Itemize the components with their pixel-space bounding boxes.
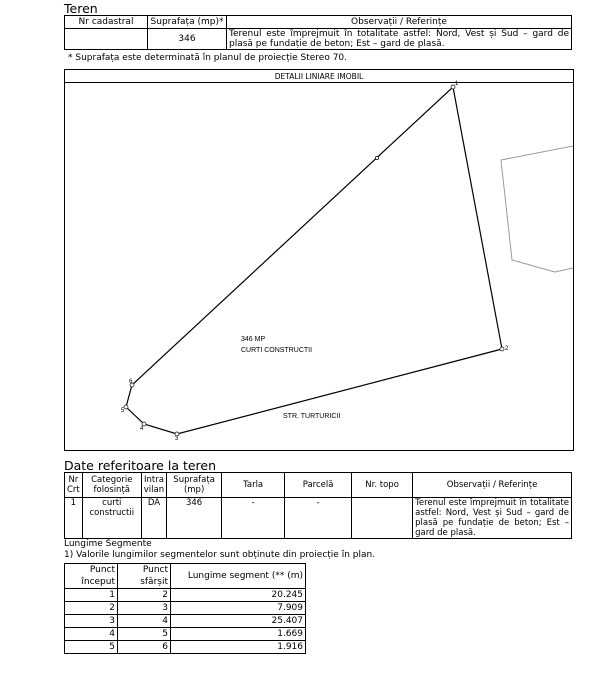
- lungime-title: Lungime Segmente: [64, 539, 152, 549]
- suprafata-footnote: * Suprafața este determinată în planul de proiecție Stereo 70.: [68, 53, 348, 63]
- vertex-marker: [124, 405, 128, 409]
- cell-end: 2: [118, 589, 171, 602]
- cell-start: 1: [65, 589, 118, 602]
- segment-length-table: [64, 563, 306, 654]
- header-categorie: Categorie folosință: [82, 473, 141, 498]
- cell-length: 25.407: [171, 615, 306, 628]
- cell-parcela: -: [285, 498, 352, 539]
- vertex-label: 1: [455, 81, 459, 87]
- header-tarla: Tarla: [222, 473, 285, 498]
- header-intravilan: Intra vilan: [141, 473, 166, 498]
- cell-start: 3: [65, 615, 118, 628]
- cell-length: 1.916: [171, 641, 306, 654]
- table-row: [65, 589, 306, 602]
- parcel-plan-drawing: [65, 70, 573, 450]
- vertex-label: 6: [129, 379, 133, 385]
- vertex-label: 3: [175, 436, 179, 442]
- cell-intravilan: DA: [141, 498, 166, 539]
- cell-nr-topo: [352, 498, 413, 539]
- cell-observatii: Terenul este împrejmuit în totalitate astfel: Nord, Vest și Sud – gard de plasă pe fundație de beton; Est – gard de plasă.: [413, 498, 572, 539]
- area-label: 346 MP: [241, 336, 266, 343]
- table-row: [65, 615, 306, 628]
- cell-length: 20.245: [171, 589, 306, 602]
- cell-suprafata: 346: [167, 498, 222, 539]
- segment-marker: [375, 156, 378, 159]
- cell-start: 2: [65, 602, 118, 615]
- cell-suprafata: 346: [148, 29, 227, 50]
- cell-end: 3: [118, 602, 171, 615]
- map-title: DETALII LINIARE IMOBIL: [274, 72, 364, 81]
- cell-nr-crt: 1: [65, 498, 83, 539]
- parcel-boundary: [126, 87, 502, 434]
- cell-length: 1.669: [171, 628, 306, 641]
- teren-header-row: [65, 16, 572, 29]
- header-observatii: Observații / Referințe: [413, 473, 572, 498]
- vertex-markers: [124, 85, 504, 436]
- section-title-teren: Teren: [64, 1, 98, 16]
- cell-length: 7.909: [171, 602, 306, 615]
- vertex-marker: [500, 347, 504, 351]
- cell-categorie: curti constructii: [82, 498, 141, 539]
- cell-end: 6: [118, 641, 171, 654]
- header-nr-topo: Nr. topo: [352, 473, 413, 498]
- street-label: STR. TURTURICII: [283, 413, 341, 420]
- header-punct-inceput: Punct început: [65, 564, 118, 589]
- vertex-label: 4: [140, 426, 144, 432]
- teren-data-row: [65, 29, 572, 50]
- header-lungime-segment: Lungime segment (** (m): [171, 564, 306, 589]
- header-nr-cadastral: Nr cadastral: [65, 16, 148, 29]
- table-row: [65, 628, 306, 641]
- header-suprafata: Suprafața (mp)*: [148, 16, 227, 29]
- header-nr-crt: Nr Crt: [65, 473, 83, 498]
- date-ref-header-row: [65, 473, 572, 498]
- section-title-date-referitoare: Date referitoare la teren: [64, 458, 217, 473]
- cell-end: 4: [118, 615, 171, 628]
- cell-nr-cadastral: [65, 29, 148, 50]
- lungime-note: 1) Valorile lungimilor segmentelor sunt obținute din proiecție în plan.: [64, 550, 376, 560]
- header-punct-sfarsit: Punct sfârșit: [118, 564, 171, 589]
- header-suprafata: Suprafața (mp): [167, 473, 222, 498]
- use-label: CURTI CONSTRUCTII: [241, 347, 313, 354]
- table-row: [65, 602, 306, 615]
- cell-observatii: Terenul este împrejmuit în totalitate astfel: Nord, Vest și Sud – gard de plasă pe fundație de beton; Est – gard de plasă.: [227, 29, 572, 50]
- segment-header-row: [65, 564, 306, 589]
- header-parcela: Parcelă: [285, 473, 352, 498]
- header-observatii: Observații / Referințe: [227, 16, 572, 29]
- cell-end: 5: [118, 628, 171, 641]
- vertex-label: 5: [121, 408, 125, 414]
- cell-start: 4: [65, 628, 118, 641]
- vertex-label: 2: [505, 346, 509, 352]
- table-row: [65, 641, 306, 654]
- cell-tarla: -: [222, 498, 285, 539]
- map-frame: [64, 69, 574, 451]
- date-ref-table: [64, 472, 572, 539]
- teren-table: [64, 15, 572, 50]
- neighbour-building-outline: [501, 146, 573, 272]
- cell-start: 5: [65, 641, 118, 654]
- date-ref-data-row: [65, 498, 572, 539]
